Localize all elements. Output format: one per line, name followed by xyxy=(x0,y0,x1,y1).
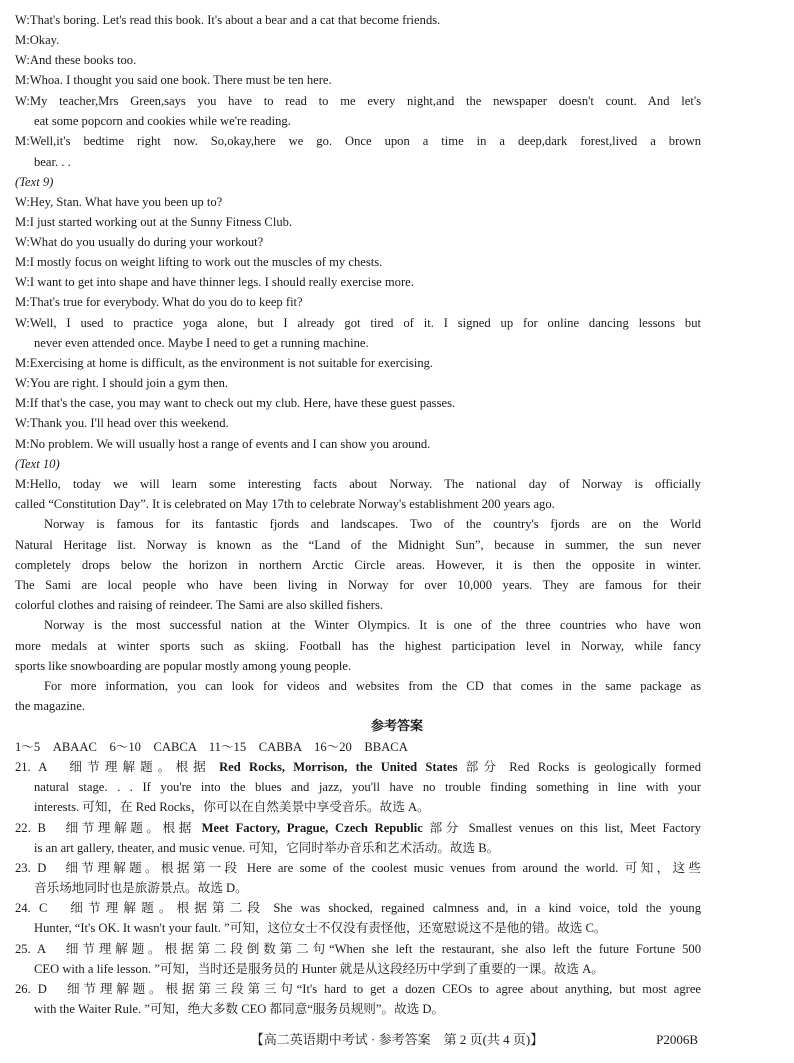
transcript-line: called “Constitution Day”. It is celebrated on May 17th to celebrate Norway's establishment 200 years ago. xyxy=(15,497,555,511)
transcript-line: W:What do you usually do during your workout? xyxy=(15,235,264,249)
transcript-line: W:That's boring. Let's read this book. It's about a bear and a cat that become friends. xyxy=(15,13,441,27)
transcript-line: more medals at winter sports such as skiing. Football has the highest participation level in Norway, while fancy xyxy=(15,639,701,653)
transcript-line: M:If that's the case, you may want to check out my club. Here, have these guest passes. xyxy=(15,396,456,410)
explanation-line: is an art gallery, theater, and music venue. 可知，它同时举办音乐和艺术活动。故选 B。 xyxy=(34,841,500,855)
explanation-line: natural stage. . . If you're into the blues and jazz, you'll have no trouble finding something in line with your xyxy=(34,780,701,794)
explanation-line: interests. 可知，在 Red Rocks，你可以在自然美景中享受音乐。故选 A。 xyxy=(34,800,430,814)
explanation-text: 部分 Smallest venues on this list, Meet Factory xyxy=(422,821,701,835)
answer-key: 1～5 ABAAC 6～10 CABCA 11～15 CABBA 16～20 BBACA xyxy=(15,740,408,754)
explanation-line: 23. D 细节理解题。根据第一段 Here are some of the coolest music venues from around the world. 可知，这些 xyxy=(15,861,701,875)
transcript-line: Norway is the most successful nation at the Winter Olympics. It is one of the three countries who have won xyxy=(44,618,701,632)
transcript-line: eat some popcorn and cookies while we're reading. xyxy=(34,114,291,128)
explanation-line: Hunter, “It's OK. It wasn't your fault. ”可知，这位女士不仅没有责怪他，还宽慰说这不是他的错。故选 C。 xyxy=(34,921,607,935)
transcript-line: Natural Heritage list. Norway is known as the “Land of the Midnight Sun”, because in summer, the sun never xyxy=(15,538,701,552)
transcript-line: never even attended once. Maybe I need to get a running machine. xyxy=(34,336,369,350)
transcript-line: W:I want to get into shape and have thinner legs. I should really exercise more. xyxy=(15,275,414,289)
answers-heading: 参考答案 xyxy=(370,718,423,733)
explanation-line: CEO with a life lesson. ”可知，当时还是服务员的 Hunter 就是从这段经历中学到了重要的一课。故选 A。 xyxy=(34,962,604,976)
transcript-line: bear. . . xyxy=(34,155,71,169)
text-marker: (Text 10) xyxy=(15,457,60,471)
explanation-line: 25. A 细节理解题。根据第二段倒数第二句“When she left the restaurant, she also left the future Fortune 500 xyxy=(15,942,701,956)
explanation-line xyxy=(15,818,701,838)
transcript-line: W:And these books too. xyxy=(15,53,137,67)
transcript-line: For more information, you can look for videos and websites from the CD that comes in the same package as xyxy=(44,679,701,693)
section-reference: Meet Factory, Prague, Czech Republic xyxy=(201,821,423,835)
transcript-line: colorful clothes and raising of reindeer. The Sami are also skilled fishers. xyxy=(15,598,384,612)
transcript-line: W:Thank you. I'll head over this weekend. xyxy=(15,416,229,430)
explanation-text: 22. B 细节理解题。根据 xyxy=(15,821,202,835)
transcript-line: the magazine. xyxy=(15,699,85,713)
transcript-line: W:My teacher,Mrs Green,says you have to read to me every night,and the newspaper doesn't count. And let's xyxy=(15,94,701,108)
explanation-line: with the Waiter Rule. ”可知，绝大多数 CEO 都同意“服务员规则”。故选 D。 xyxy=(34,1002,445,1016)
explanation-text: 21. A 细节理解题。根据 xyxy=(15,760,220,774)
transcript-line: M:Hello, today we will learn some interesting facts about Norway. The national day of Norway is officially xyxy=(15,477,701,491)
transcript-line: completely drops below the horizon in northern Arctic Circle areas. However, it is then the opposite in winter. xyxy=(15,558,701,572)
explanation-line: 26. D 细节理解题。根据第三段第三句“It's hard to get a dozen CEOs to agree about anything, but most agree xyxy=(15,982,701,996)
section-reference: Red Rocks, Morrison, the United States xyxy=(219,760,458,774)
transcript-line: sports like snowboarding are popular mostly among young people. xyxy=(15,659,352,673)
page-footer-code: P2006B xyxy=(656,1032,698,1047)
transcript-line: W:Well, I used to practice yoga alone, but I already got tired of it. I signed up for online dancing lessons but xyxy=(15,316,701,330)
transcript-line: M:That's true for everybody. What do you do to keep fit? xyxy=(15,295,303,309)
page-footer-title: 【高二英语期中考试 · 参考答案 第 2 页(共 4 页)】 xyxy=(250,1032,544,1047)
transcript-line: M:Exercising at home is difficult, as the environment is not suitable for exercising. xyxy=(15,356,434,370)
transcript-line: Norway is famous for its fantastic fjords and landscapes. Two of the country's fjords are on the World xyxy=(44,517,701,531)
explanation-line xyxy=(15,757,701,777)
text-marker: (Text 9) xyxy=(15,175,54,189)
transcript-line: M:I mostly focus on weight lifting to work out the muscles of my chests. xyxy=(15,255,383,269)
transcript-line: The Sami are local people who have been living in Norway for over 10,000 years. They are famous for their xyxy=(15,578,701,592)
transcript-line: M:Okay. xyxy=(15,33,60,47)
transcript-line: M:Whoa. I thought you said one book. There must be ten here. xyxy=(15,73,332,87)
transcript-line: M:I just started working out at the Sunny Fitness Club. xyxy=(15,215,293,229)
transcript-line: W:You are right. I should join a gym then. xyxy=(15,376,229,390)
explanation-text: 部分 Red Rocks is geologically formed xyxy=(457,760,702,774)
transcript-line: W:Hey, Stan. What have you been up to? xyxy=(15,195,223,209)
explanation-line: 24. C 细节理解题。根据第二段 She was shocked, regained calmness and, in a kind voice, told the young xyxy=(15,901,701,915)
transcript-line: M:Well,it's bedtime right now. So,okay,here we go. Once upon a time in a deep,dark forest,lived a brown xyxy=(15,134,701,148)
transcript-line: M:No problem. We will usually host a range of events and I can show you around. xyxy=(15,437,431,451)
explanation-line: 音乐场地同时也是旅游景点。故选 D。 xyxy=(34,881,248,895)
